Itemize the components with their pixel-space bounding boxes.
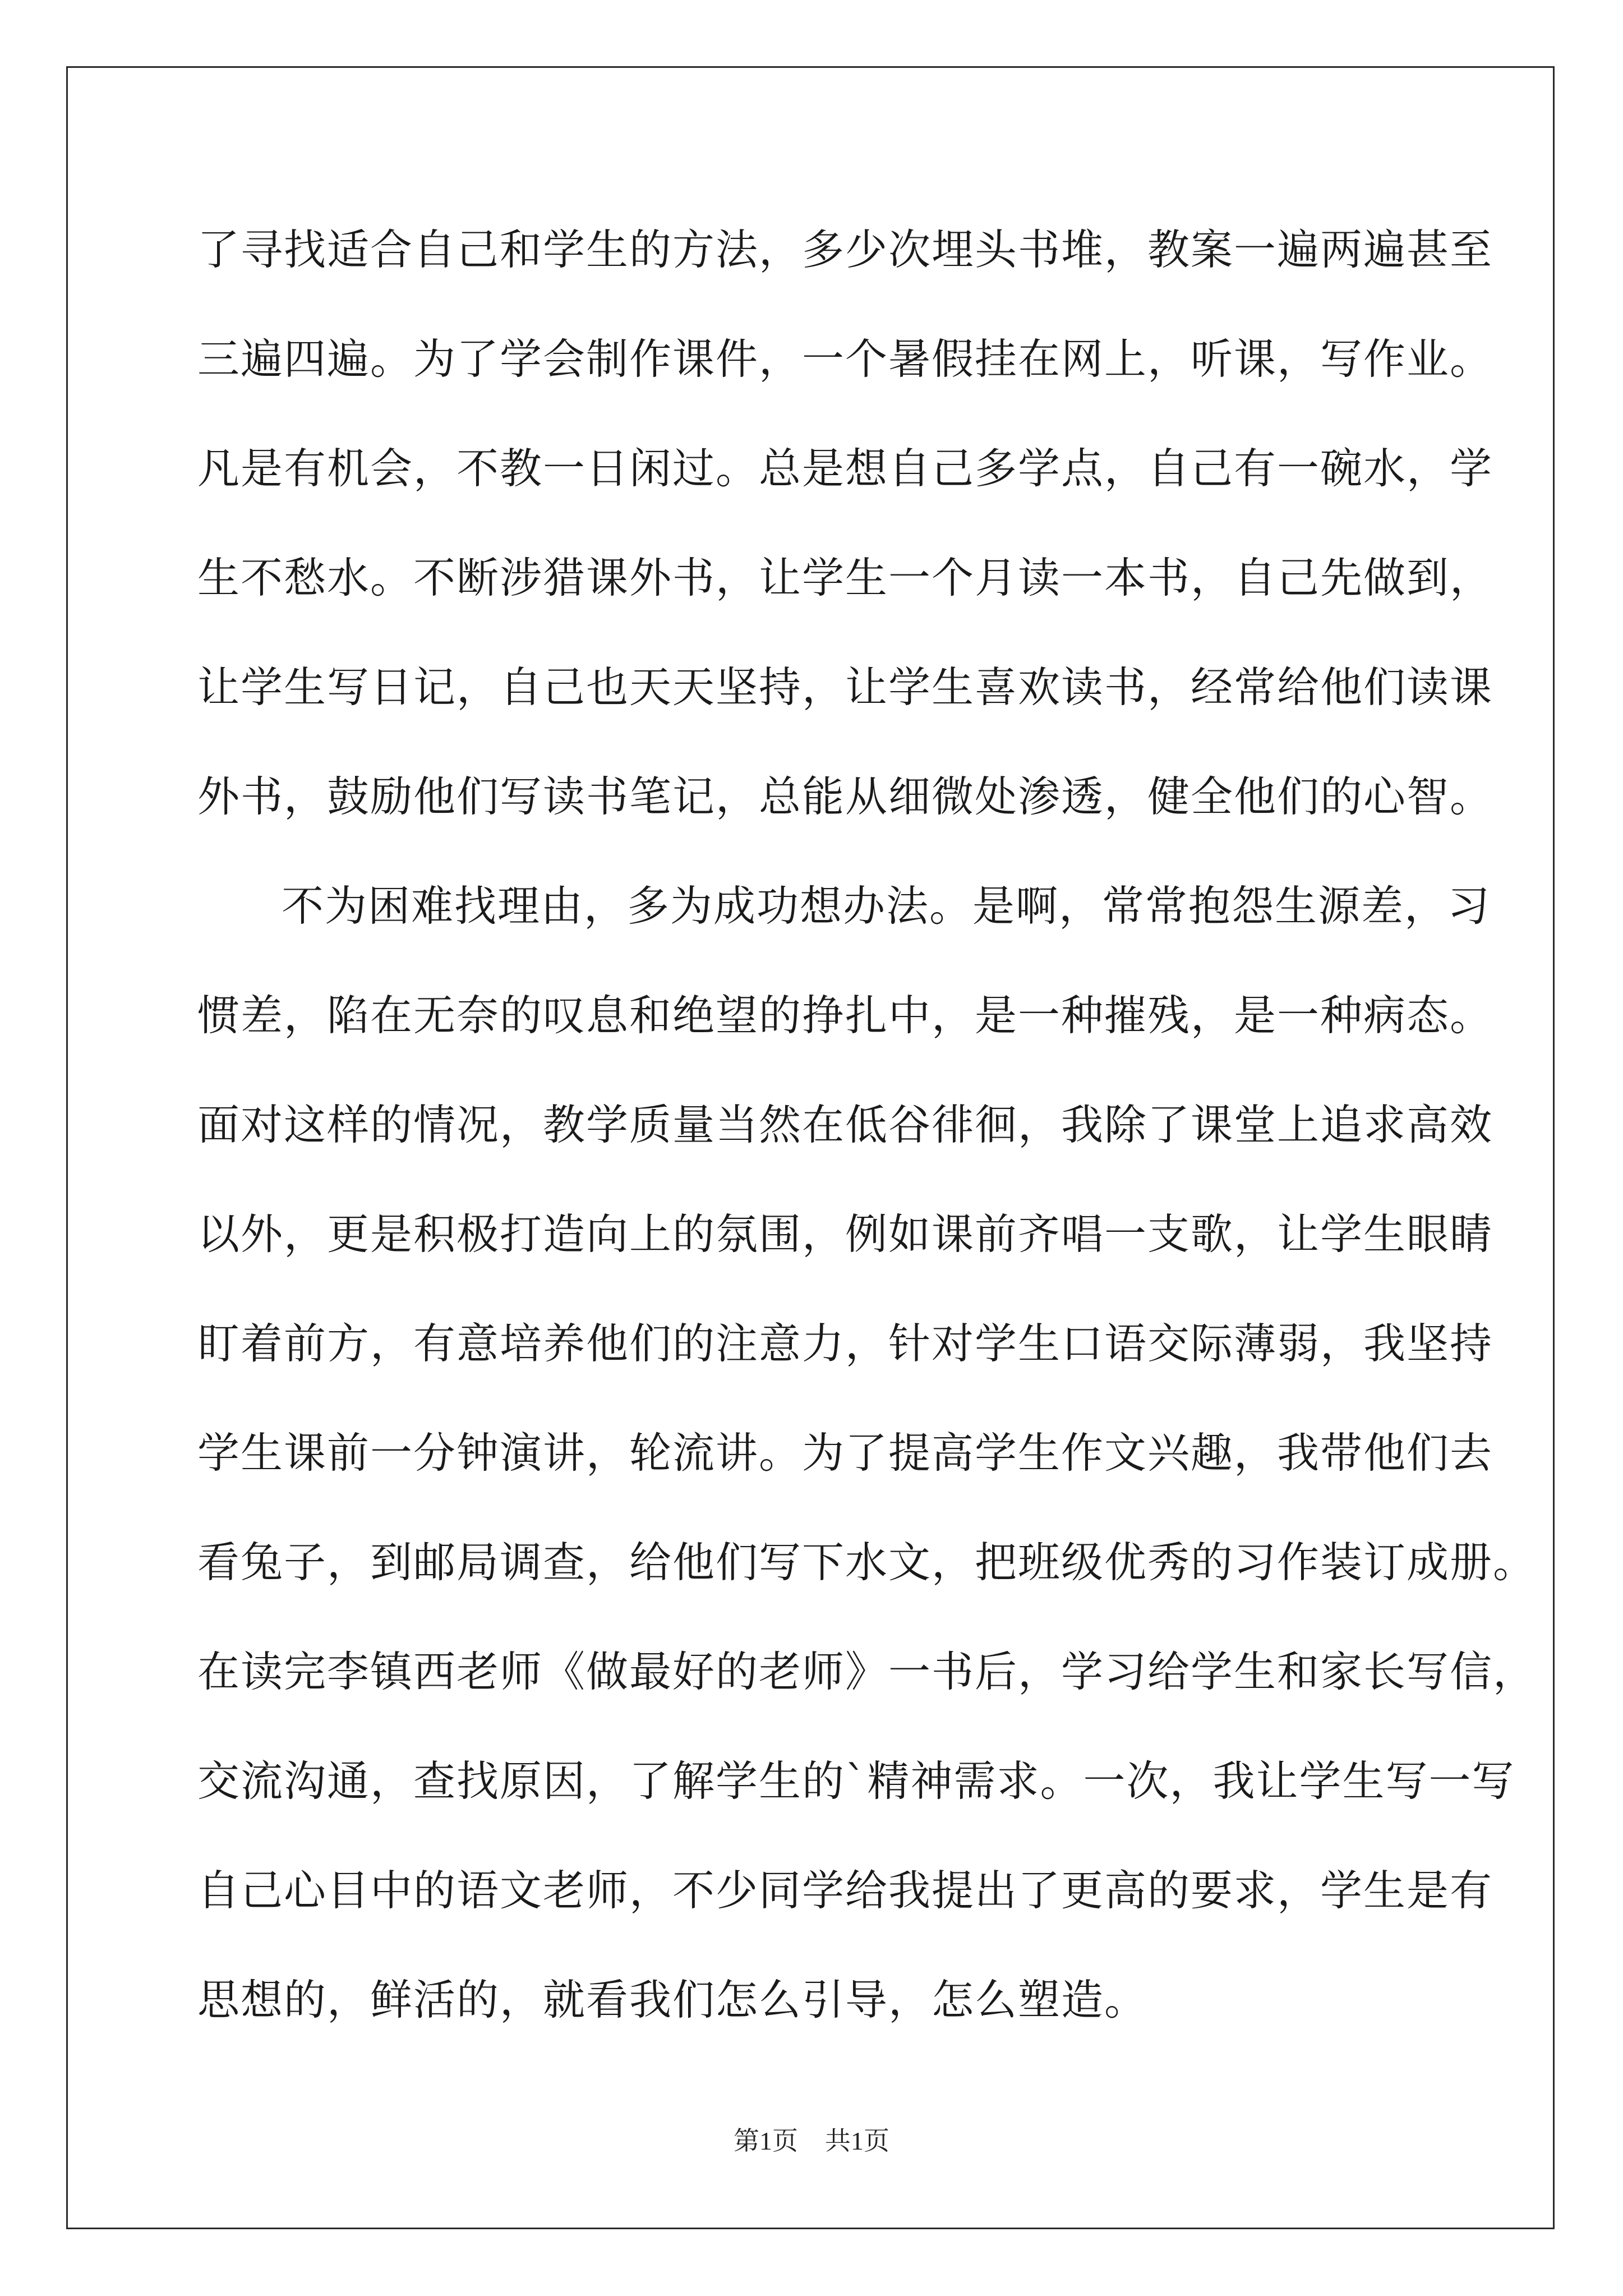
page-footer — [0, 2120, 1623, 2157]
text-line: 以外，更是积极打造向上的氛围，例如课前齐唱一支歌，让学生眼睛 — [197, 1209, 1493, 1259]
text-line: 面对这样的情况，教学质量当然在低谷徘徊，我除了课堂上追求高效 — [197, 1100, 1493, 1149]
text-line: 学生课前一分钟演讲，轮流讲。为了提高学生作文兴趣，我带他们去 — [197, 1428, 1493, 1478]
text-line: 交流沟通，查找原因，了解学生的`精神需求。一次，我让学生写一写 — [197, 1756, 1515, 1806]
text-line: 自己心目中的语文老师，不少同学给我提出了更高的要求，学生是有 — [197, 1866, 1493, 1915]
page-number: 第1页 — [734, 2127, 798, 2155]
text-line: 三遍四遍。为了学会制作课件，一个暑假挂在网上，听课，写作业。 — [197, 334, 1493, 384]
text-line: 惯差，陷在无奈的叹息和绝望的挣扎中，是一种摧残，是一种病态。 — [197, 991, 1493, 1040]
text-line: 盯着前方，有意培养他们的注意力，针对学生口语交际薄弱，我坚持 — [197, 1319, 1493, 1368]
page-total: 共1页 — [825, 2127, 889, 2155]
document-body — [197, 213, 1537, 2073]
text-line: 凡是有机会，不教一日闲过。总是想自己多学点，自己有一碗水，学 — [197, 444, 1493, 493]
text-line: 思想的，鲜活的，就看我们怎么引导，怎么塑造。 — [197, 1975, 1148, 2024]
text-line: 让学生写日记，自己也天天坚持，让学生喜欢读书，经常给他们读课 — [197, 662, 1493, 712]
text-line: 外书，鼓励他们写读书笔记，总能从细微处渗透，健全他们的心智。 — [197, 772, 1493, 821]
text-line: 了寻找适合自己和学生的方法，多少次埋头书堆，教案一遍两遍甚至 — [197, 225, 1493, 274]
text-line: 在读完李镇西老师《做最好的老师》一书后，学习给学生和家长写信， — [197, 1647, 1537, 1696]
paragraph-start-line: 不为困难找理由，多为成功想办法。是啊，常常抱怨生源差，习 — [282, 881, 1491, 931]
text-line: 看兔子，到邮局调查，给他们写下水文，把班级优秀的习作装订成册。 — [197, 1538, 1537, 1587]
text-line: 生不愁水。不断涉猎课外书，让学生一个月读一本书，自己先做到， — [197, 553, 1493, 602]
